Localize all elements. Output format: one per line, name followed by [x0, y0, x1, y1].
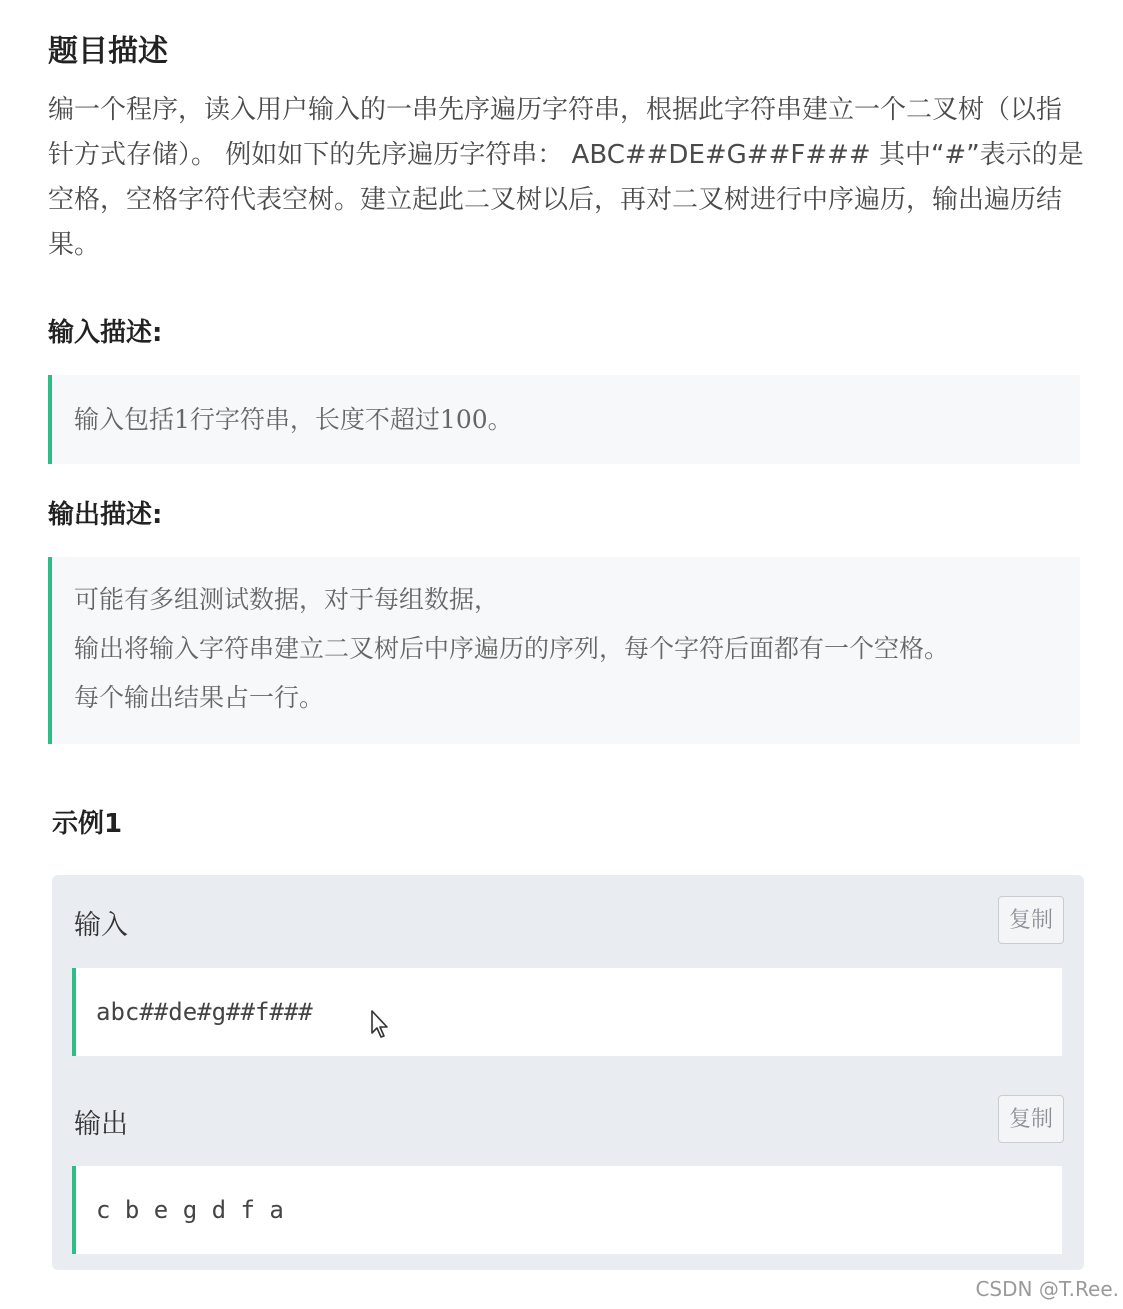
input-description-text: 输入包括1行字符串，长度不超过100。 — [74, 405, 513, 434]
example-panel — [52, 875, 1084, 1270]
input-description-block — [48, 375, 1080, 464]
example-output-code[interactable]: c b e g d f a — [72, 1166, 1062, 1254]
output-description-line: 输出将输入字符串建立二叉树后中序遍历的序列，每个字符后面都有一个空格。 — [74, 634, 950, 663]
example-input-code[interactable]: abc##de#g##f### — [72, 968, 1062, 1056]
csdn-watermark: CSDN @T.Ree. — [975, 1277, 1119, 1301]
input-description-label: 输入描述: — [48, 318, 163, 348]
problem-title: 题目描述 — [48, 34, 168, 69]
output-description-label: 输出描述: — [48, 500, 163, 530]
copy-input-button[interactable]: 复制 — [998, 896, 1064, 944]
mouse-pointer-icon — [370, 1009, 392, 1039]
example-title: 示例1 — [52, 809, 123, 839]
example-output-label: 输出 — [74, 1109, 128, 1140]
copy-output-button[interactable]: 复制 — [998, 1095, 1064, 1143]
output-description-line: 每个输出结果占一行。 — [74, 683, 325, 712]
output-description-block — [48, 557, 1080, 744]
example-input-label: 输入 — [74, 910, 128, 941]
output-description-line: 可能有多组测试数据，对于每组数据， — [74, 585, 500, 614]
problem-description: 编一个程序，读入用户输入的一串先序遍历字符串，根据此字符串建立一个二叉树（以指针方式存储）。 例如如下的先序遍历字符串： ABC##DE#G##F### 其中“#”表示的是空格，空格字符代表空树。建立起此二叉树以后，再对二叉树进行中序遍历，输出遍历结果。 — [48, 95, 1084, 260]
